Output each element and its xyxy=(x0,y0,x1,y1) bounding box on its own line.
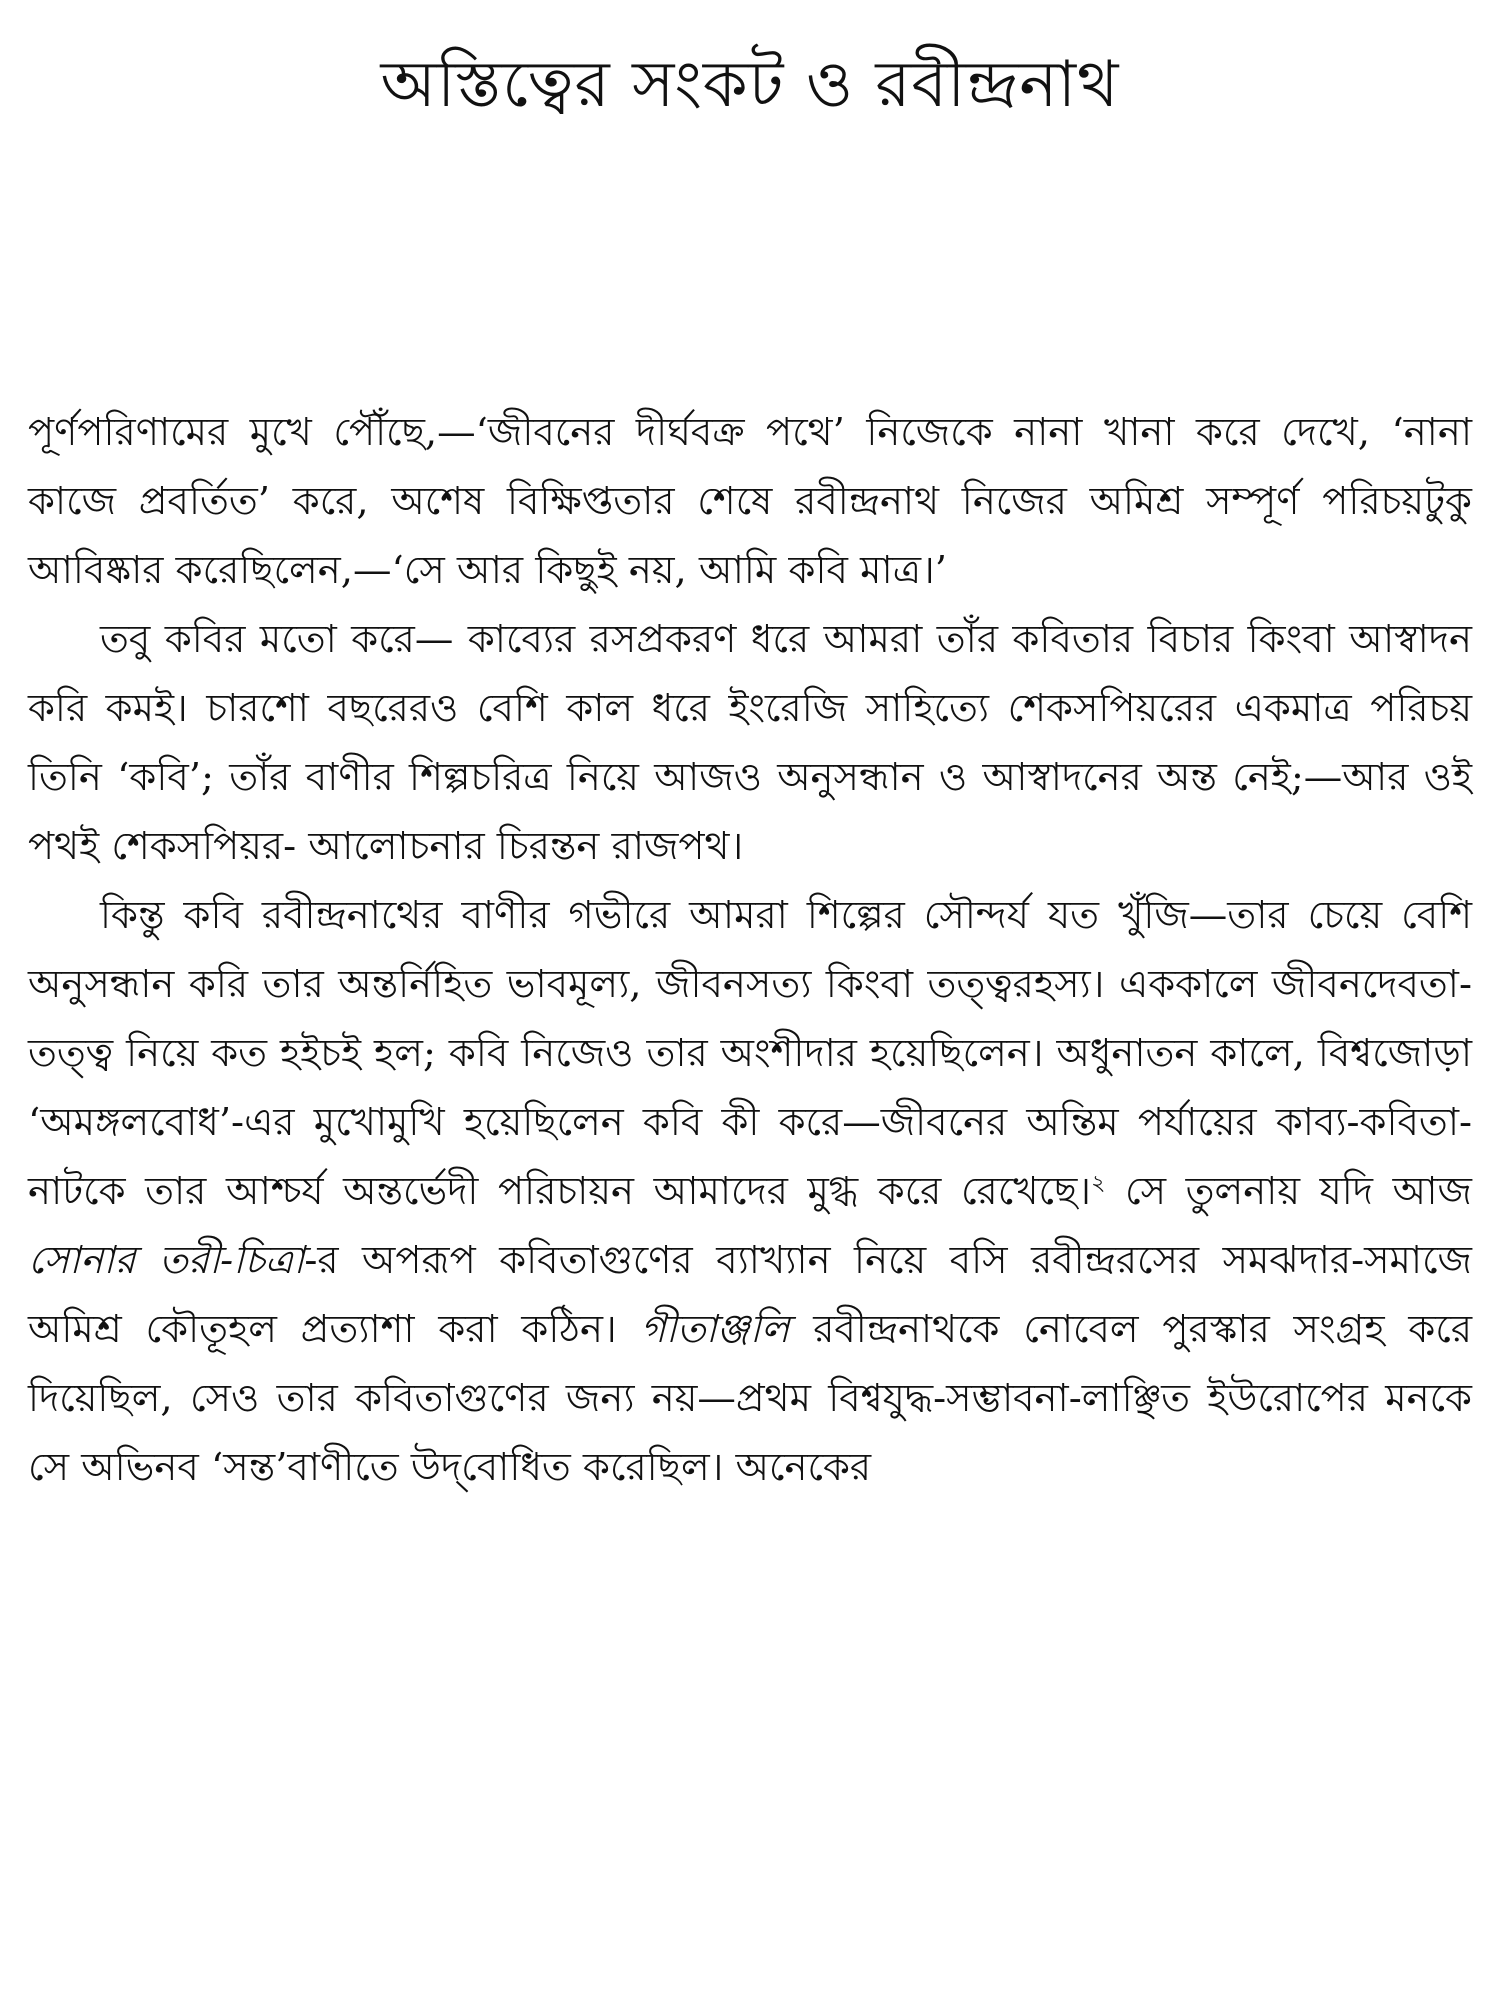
paragraph-1 xyxy=(28,398,1472,605)
paragraph-3-text-a: কিন্তু কবি রবীন্দ্রনাথের বাণীর গভীরে আমরা শিল্পের সৌন্দর্য যত খুঁজি—তার চেয়ে বেশি অনুসন্ধান করি তার অন্তর্নিহিত ভাবমূল্য, জীবনসত্য কিংবা তত্ত্বরহস্য। এককালে জীবনদেবতা-তত্ত্ব নিয়ে কত হইচই হল; কবি নিজেও তার অংশীদার হয়েছিলেন। অধুনাতন কালে, বিশ্বজোড়া ‘অমঙ্গলবোধ’-এর মুখোমুখি হয়েছিলেন কবি কী করে—জীবনের অন্তিম পর্যায়ের কাব্য-কবিতা-নাটকে তার আশ্চর্য অন্তর্ভেদী পরিচায়ন আমাদের মুগ্ধ করে রেখেছে। xyxy=(28,893,1472,1214)
paragraph-3-text-c: -র অপরূপ কবিতাগুণের ব্যাখ্যান নিয়ে বসি রবীন্দ্ররসের সমঝদার-সমাজে অমিশ্র কৌতূহল প্রত্যাশা করা কঠিন। xyxy=(28,1238,1472,1352)
paragraph-2 xyxy=(28,605,1472,881)
page-title: অস্তিত্বের সংকট ও রবীন্দ্রনাথ xyxy=(380,48,1120,122)
body-text xyxy=(28,398,1472,1502)
book-title-sonar-tori-chitra: সোনার তরী-চিত্রা xyxy=(28,1238,305,1283)
paragraph-2-text: তবু কবির মতো করে— কাব্যের রসপ্রকরণ ধরে আমরা তাঁর কবিতার বিচার কিংবা আস্বাদন করি কমই। চারশো বছরেরও বেশি কাল ধরে ইংরেজি সাহিত্যে শেকসপিয়রের একমাত্র পরিচয় তিনি ‘কবি’; তাঁর বাণীর শিল্পচরিত্র নিয়ে আজও অনুসন্ধান ও আস্বাদনের অন্ত নেই;—আর ওই পথই শেকসপিয়র- আলোচনার চিরন্তন রাজপথ। xyxy=(28,617,1472,869)
paragraph-3-text-b: সে তুলনায় যদি আজ xyxy=(1105,1169,1472,1214)
paragraph-3-text-d: রবীন্দ্রনাথকে নোবেল পুরস্কার সংগ্রহ করে দিয়েছিল, সেও তার কবিতাগুণের জন্য নয়—প্রথম বিশ্বযুদ্ধ-সম্ভাবনা-লাঞ্ছিত ইউরোপের মনকে সে অভিনব ‘সন্ত’বাণীতে উদ্‌বোধিত করেছিল। অনেকের xyxy=(28,1307,1472,1490)
book-title-gitanjali: গীতাঞ্জলি xyxy=(640,1307,790,1352)
paragraph-1-text: পূর্ণপরিণামের মুখে পৌঁছে,—‘জীবনের দীর্ঘবক্র পথে’ নিজেকে নানা খানা করে দেখে, ‘নানা কাজে প্রবর্তিত’ করে, অশেষ বিক্ষিপ্ততার শেষে রবীন্দ্রনাথ নিজের অমিশ্র সম্পূর্ণ পরিচয়টুকু আবিষ্কার করেছিলেন,—‘সে আর কিছুই নয়, আমি কবি মাত্র।’ xyxy=(28,410,1472,593)
footnote-marker: ২ xyxy=(1091,1171,1106,1197)
paragraph-3 xyxy=(28,881,1472,1502)
document-page xyxy=(28,0,1472,2000)
